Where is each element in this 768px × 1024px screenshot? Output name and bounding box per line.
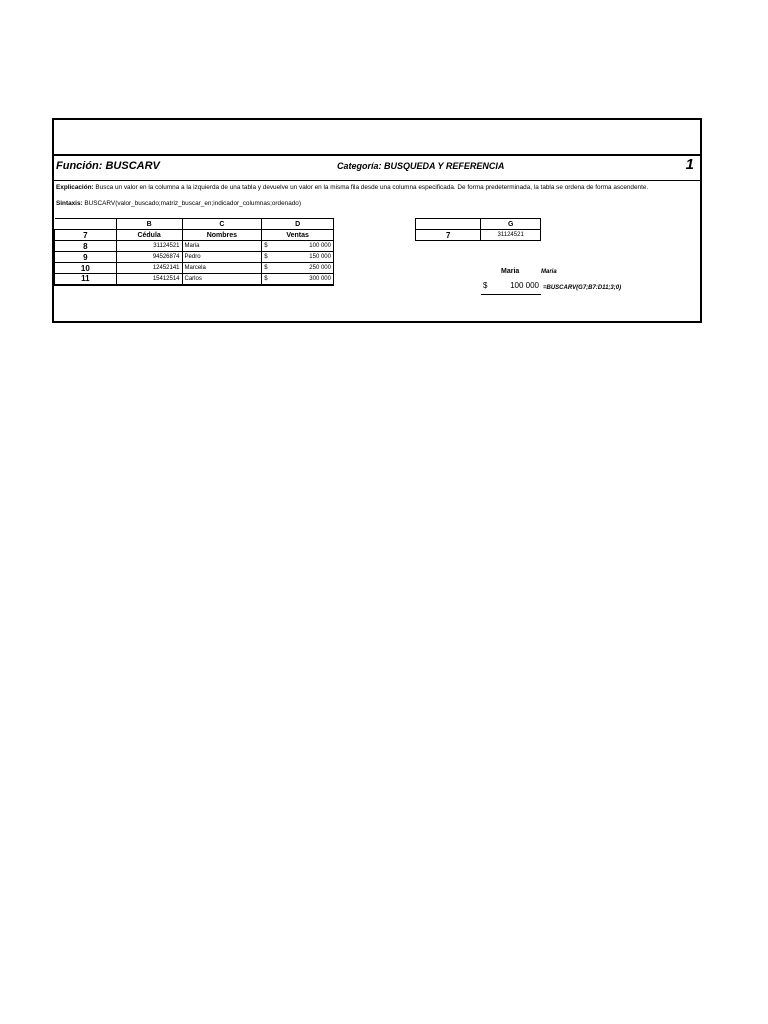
- lookup-row: [416, 230, 541, 241]
- currency-symbol: $: [264, 265, 268, 271]
- col-letter[interactable]: D: [262, 219, 334, 230]
- col-letter[interactable]: G: [481, 219, 541, 230]
- result-name[interactable]: Maria: [501, 268, 520, 275]
- lookup-table: [415, 218, 541, 241]
- function-name: Función: BUSCARV: [56, 160, 160, 172]
- function-category: Categoría: BUSQUEDA Y REFERENCIA: [337, 161, 505, 171]
- col-letter-row: [416, 219, 541, 230]
- currency-symbol: $: [264, 275, 268, 282]
- ventas-cell[interactable]: [262, 252, 334, 263]
- ventas-cell[interactable]: [262, 274, 334, 285]
- result-cell[interactable]: [481, 281, 541, 295]
- ventas-value: 250 000: [309, 265, 331, 271]
- row-number[interactable]: 8: [55, 241, 117, 252]
- table-row: [55, 252, 334, 263]
- explanation-label: Explicación:: [56, 184, 94, 191]
- table-row: [55, 263, 334, 274]
- currency-symbol: $: [264, 243, 268, 249]
- syntax-label: Sintaxis:: [56, 200, 83, 207]
- nombre-cell[interactable]: Pedro: [182, 252, 262, 263]
- ventas-value: 100 000: [309, 243, 331, 249]
- spreadsheet-sheet: [52, 118, 702, 323]
- result-formula: =BUSCARV(G7;B7:D11;3;0): [543, 285, 622, 291]
- explanation-text: Busca un valor en la columna a la izquierda de una tabla y devuelve un valor en la misma fila desde una columna especificada. De forma predeterminada, la tabla se ordena de forma ascendente.: [93, 184, 649, 191]
- header-nombres[interactable]: Nombres: [182, 230, 262, 241]
- function-header-row: [54, 154, 700, 181]
- cedula-cell[interactable]: 31124521: [116, 241, 182, 252]
- col-letter[interactable]: B: [116, 219, 182, 230]
- corner-cell[interactable]: [416, 219, 481, 230]
- lookup-value-cell[interactable]: 31124521: [481, 230, 541, 241]
- row-number[interactable]: 7: [416, 230, 481, 241]
- corner-cell[interactable]: [55, 219, 117, 230]
- header-ventas[interactable]: Ventas: [262, 230, 334, 241]
- explanation-line: [56, 184, 648, 191]
- header-row: [55, 230, 334, 241]
- row-number[interactable]: 10: [55, 263, 117, 274]
- cedula-cell[interactable]: 15412514: [116, 274, 182, 285]
- row-number[interactable]: 11: [55, 274, 117, 285]
- ventas-value: 300 000: [309, 275, 331, 282]
- cedula-cell[interactable]: 94526874: [116, 252, 182, 263]
- title-band: [54, 120, 700, 156]
- syntax-line: [56, 200, 301, 207]
- ventas-cell[interactable]: [262, 241, 334, 252]
- header-cedula[interactable]: Cédula: [116, 230, 182, 241]
- row-number[interactable]: 9: [55, 252, 117, 263]
- nombre-cell[interactable]: Carlos: [182, 274, 262, 285]
- ventas-cell[interactable]: [262, 263, 334, 274]
- result-currency: $: [483, 281, 488, 290]
- data-table: [54, 218, 334, 286]
- nombre-cell[interactable]: Marcela: [182, 263, 262, 274]
- table-row: [55, 274, 334, 285]
- page-number: 1: [685, 156, 694, 173]
- table-row: [55, 241, 334, 252]
- cedula-cell[interactable]: 12452141: [116, 263, 182, 274]
- syntax-text: BUSCARV(valor_buscado;matriz_buscar_en;indicador_columnas;ordenado): [82, 200, 301, 207]
- col-letter[interactable]: C: [182, 219, 262, 230]
- currency-symbol: $: [264, 254, 268, 260]
- nombre-cell[interactable]: Maria: [182, 241, 262, 252]
- col-letter-row: [55, 219, 334, 230]
- row-number[interactable]: 7: [55, 230, 117, 241]
- result-name-note: Maria: [541, 269, 557, 275]
- result-value: 100 000: [510, 281, 539, 290]
- ventas-value: 150 000: [309, 254, 331, 260]
